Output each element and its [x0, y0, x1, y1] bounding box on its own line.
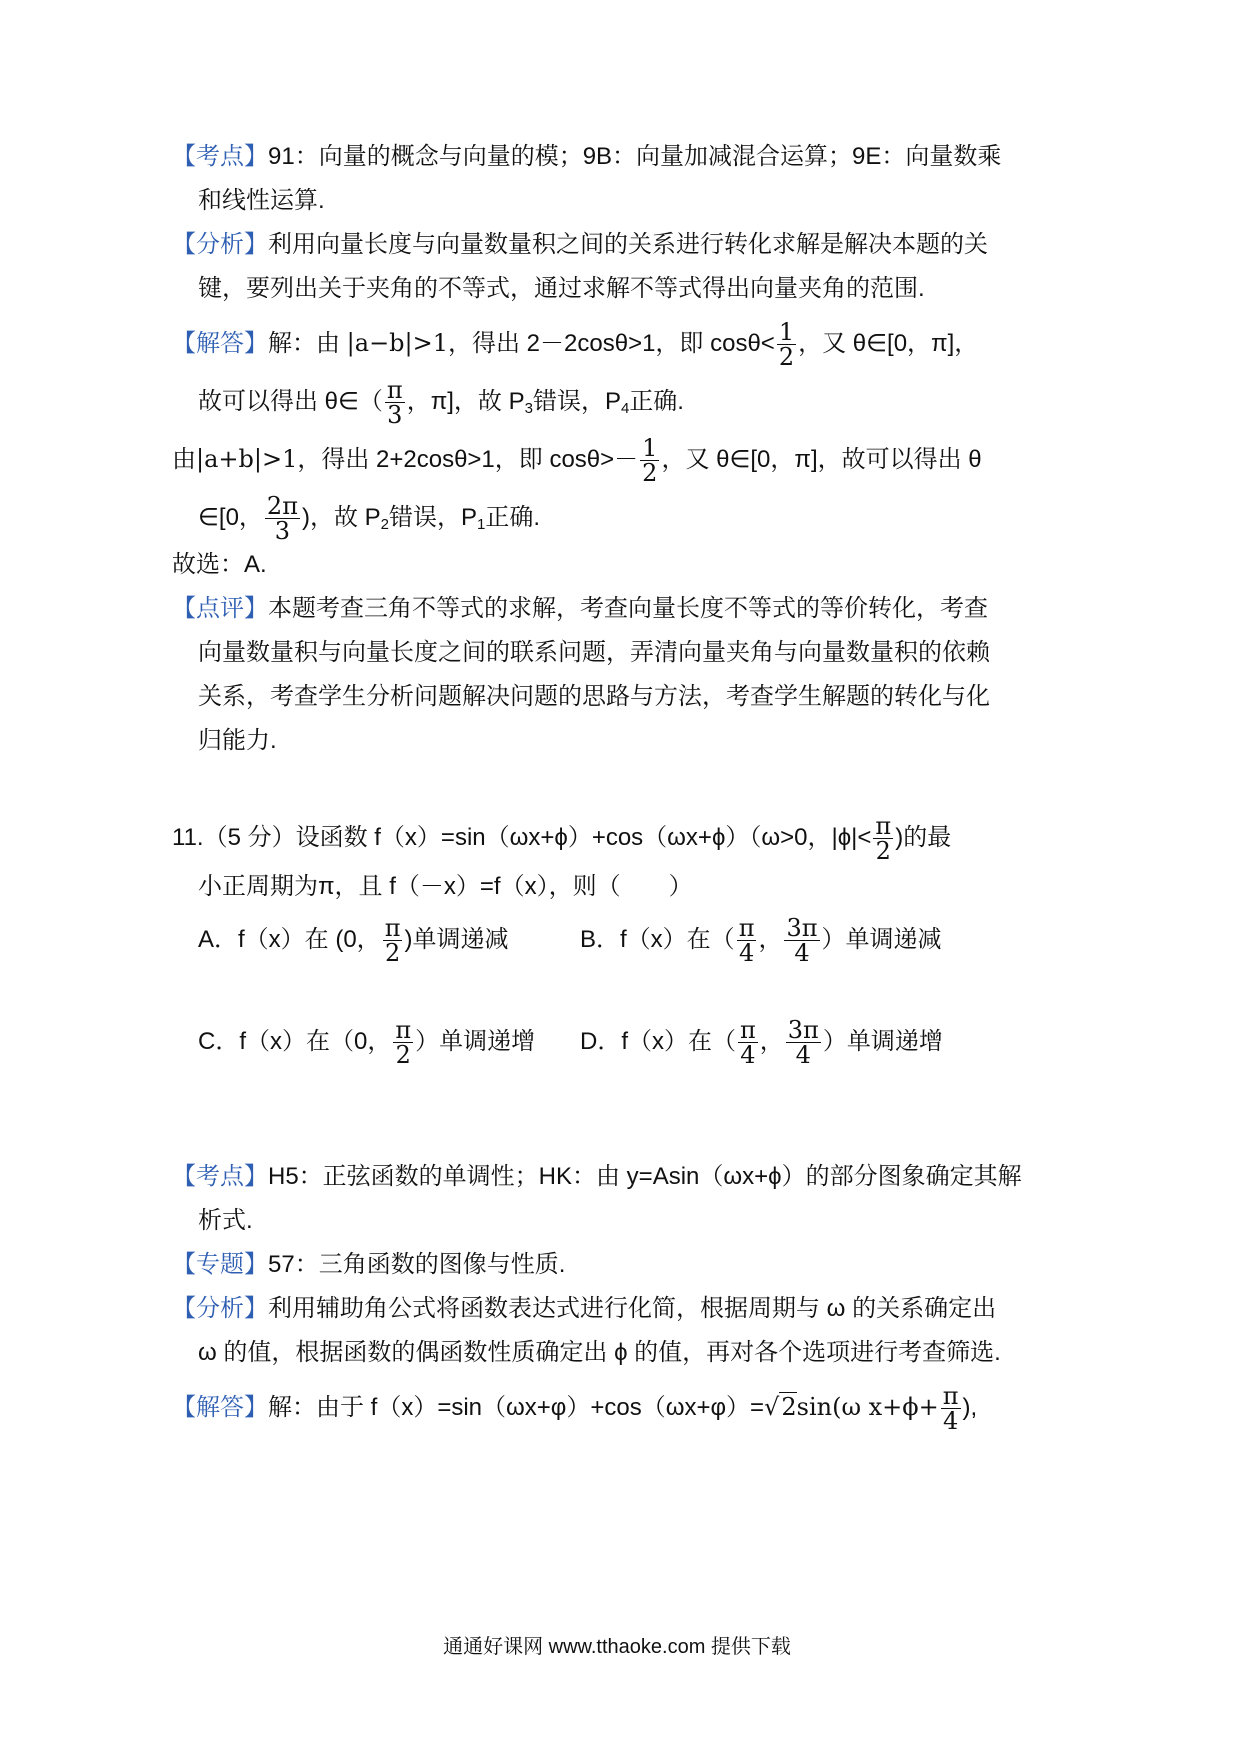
q11-kaodian-line2: 析式.: [198, 1207, 253, 1234]
subscript: 2: [380, 515, 389, 533]
separator: ，: [758, 925, 783, 953]
stem-text: 11.（5 分）设函数 f（x）=sin（ωx+ϕ）+cos（ωx+ϕ）（ω>0，|ϕ|<: [172, 823, 872, 851]
option-suffix: ）单调递增: [415, 1027, 536, 1055]
dianping-tag: 【点评】: [172, 595, 268, 622]
q11-stem-line1: [172, 814, 951, 863]
q10-jieda-line2: [198, 378, 684, 427]
q10-dianping-line3: 关系，考查学生分析问题解决问题的思路与方法，考查学生解题的转化与化: [198, 683, 990, 710]
radical-sign: √: [764, 1392, 780, 1421]
fraction-one-half: $\frac{1}{2}$: [778, 318, 795, 371]
jieda-mid: ，得出 2－2cosθ>1，即 cosθ<: [448, 329, 775, 357]
option-suffix: ）单调递增: [822, 1027, 943, 1055]
option-prefix: A．f（x）在 (0，: [198, 925, 381, 953]
kaodian-tag: 【考点】: [172, 1163, 268, 1190]
fraction-one-half: $\frac{1}{2}$: [642, 434, 658, 487]
text-suffix: 正确.: [629, 387, 684, 415]
stem-suffix: )的最: [895, 823, 952, 851]
q11-zhuanti-line: [172, 1248, 565, 1282]
option-b: [580, 916, 942, 965]
page-footer: 通通好课网 www.tthaoke.com 提供下载: [443, 1636, 791, 1658]
fraction-2pi-3: $\frac{2\pi}{3}$: [266, 492, 298, 545]
fraction: $\frac{\pi}{4}$: [738, 914, 755, 967]
vector-sum-expr: |a+b|>1: [196, 444, 298, 473]
fraction: $\frac{\pi}{2}$: [395, 1016, 412, 1069]
q10-jieda-line1: [172, 320, 978, 369]
text-prefix: ∈[0，: [198, 503, 263, 531]
fraction: $\frac{\pi}{4}$: [740, 1016, 756, 1069]
fraction: $\frac{3\pi}{4}$: [787, 1016, 819, 1069]
dianping-text: 本题考查三角不等式的求解，考查向量长度不等式的等价转化，考查: [268, 595, 988, 622]
option-prefix: B．f（x）在（: [580, 925, 735, 953]
vector-difference-expr: |a−b|>1: [346, 328, 449, 357]
q10-kaodian-line2: 和线性运算.: [198, 187, 325, 214]
q11-jieda-line: [172, 1384, 977, 1433]
fraction-pi-2: $\frac{\pi}{2}$: [875, 812, 892, 865]
text-suffix: ，又 θ∈[0，π]，故可以得出 θ: [661, 445, 982, 473]
jieda-mid: sin(ω x+ϕ+: [796, 1392, 939, 1421]
q10-dianping-line1: [172, 592, 988, 626]
sqrt-two: [764, 1392, 797, 1421]
jieda-tag: 【解答】: [172, 1393, 268, 1421]
radicand: 2: [781, 1392, 797, 1421]
text-mid: ，π]，故 P: [406, 387, 525, 415]
q10-answer: 故选：A.: [172, 551, 267, 578]
option-prefix: C．f（x）在（0，: [198, 1027, 392, 1055]
option-prefix: D．f（x）在（: [580, 1027, 736, 1055]
text-mid: ，得出 2+2cosθ>1，即 cosθ>－: [297, 445, 639, 473]
fenxi-text: 利用辅助角公式将函数表达式进行化简，根据周期与 ω 的关系确定出: [268, 1295, 997, 1322]
q11-fenxi-line2: ω 的值，根据函数的偶函数性质确定出 ϕ 的值，再对各个选项进行考查筛选.: [198, 1339, 1001, 1366]
subscript: 3: [524, 399, 533, 417]
subscript: 4: [620, 399, 630, 417]
q10-fenxi-line1: [172, 228, 988, 262]
option-suffix: )单调递减: [404, 925, 509, 953]
jieda-prefix: 解：由于 f（x）=sin（ωx+φ）+cos（ωx+φ）=: [268, 1393, 765, 1421]
jieda-suffix: ，又 θ∈[0，π]，: [798, 329, 979, 357]
fenxi-text: 利用向量长度与向量数量积之间的关系进行转化求解是解决本题的关: [268, 231, 988, 258]
q11-fenxi-line1: [172, 1292, 996, 1326]
kaodian-tag: 【考点】: [172, 143, 268, 170]
q10-dianping-line2: 向量数量积与向量长度之间的联系问题，弄清向量夹角与向量数量积的依赖: [198, 639, 990, 666]
zhuanti-tag: 【专题】: [172, 1251, 268, 1278]
option-d: [580, 1018, 943, 1067]
fraction-pi-3: $\frac{\pi}{3}$: [386, 376, 403, 429]
text-mid2: 错误，P: [388, 503, 477, 531]
option-c: [198, 1018, 535, 1067]
kaodian-text: H5：正弦函数的单调性；HK：由 y=Asin（ωx+ϕ）的部分图象确定其解: [268, 1163, 1022, 1190]
jieda-tag: 【解答】: [172, 329, 268, 357]
separator: ，: [759, 1027, 784, 1055]
fenxi-tag: 【分析】: [172, 1295, 268, 1322]
fraction: $\frac{3\pi}{4}$: [786, 914, 818, 967]
option-a: [198, 916, 508, 965]
fraction-pi-4: $\frac{\pi}{4}$: [942, 1382, 959, 1435]
fraction: $\frac{\pi}{2}$: [384, 914, 401, 967]
q11-kaodian-line1: [172, 1160, 1022, 1194]
q10-dianping-line4: 归能力.: [198, 727, 277, 754]
q10-fenxi-line2: 键，要列出关于夹角的不等式，通过求解不等式得出向量夹角的范围.: [198, 275, 925, 302]
text-suffix: 正确.: [485, 503, 541, 531]
text-prefix: 由: [172, 445, 196, 473]
jieda-suffix: ),: [962, 1393, 978, 1421]
q10-line3: [172, 436, 982, 485]
subscript: 1: [477, 515, 486, 533]
text-mid: )，故 P: [301, 503, 381, 531]
fenxi-tag: 【分析】: [172, 231, 268, 258]
text-mid2: 错误，P: [532, 387, 621, 415]
q10-line4: [198, 494, 540, 543]
kaodian-text: 91：向量的概念与向量的模；9B：向量加减混合运算；9E：向量数乘: [268, 143, 1002, 170]
jieda-prefix: 解：由: [268, 329, 340, 357]
q10-kaodian-line1: [172, 140, 1001, 174]
zhuanti-text: 57：三角函数的图像与性质.: [268, 1251, 566, 1278]
q11-stem-line2: 小正周期为π，且 f（－x）=f（x），则（ ）: [198, 873, 693, 900]
option-suffix: ）单调递减: [821, 925, 942, 953]
text-prefix: 故可以得出 θ∈（: [198, 387, 383, 415]
